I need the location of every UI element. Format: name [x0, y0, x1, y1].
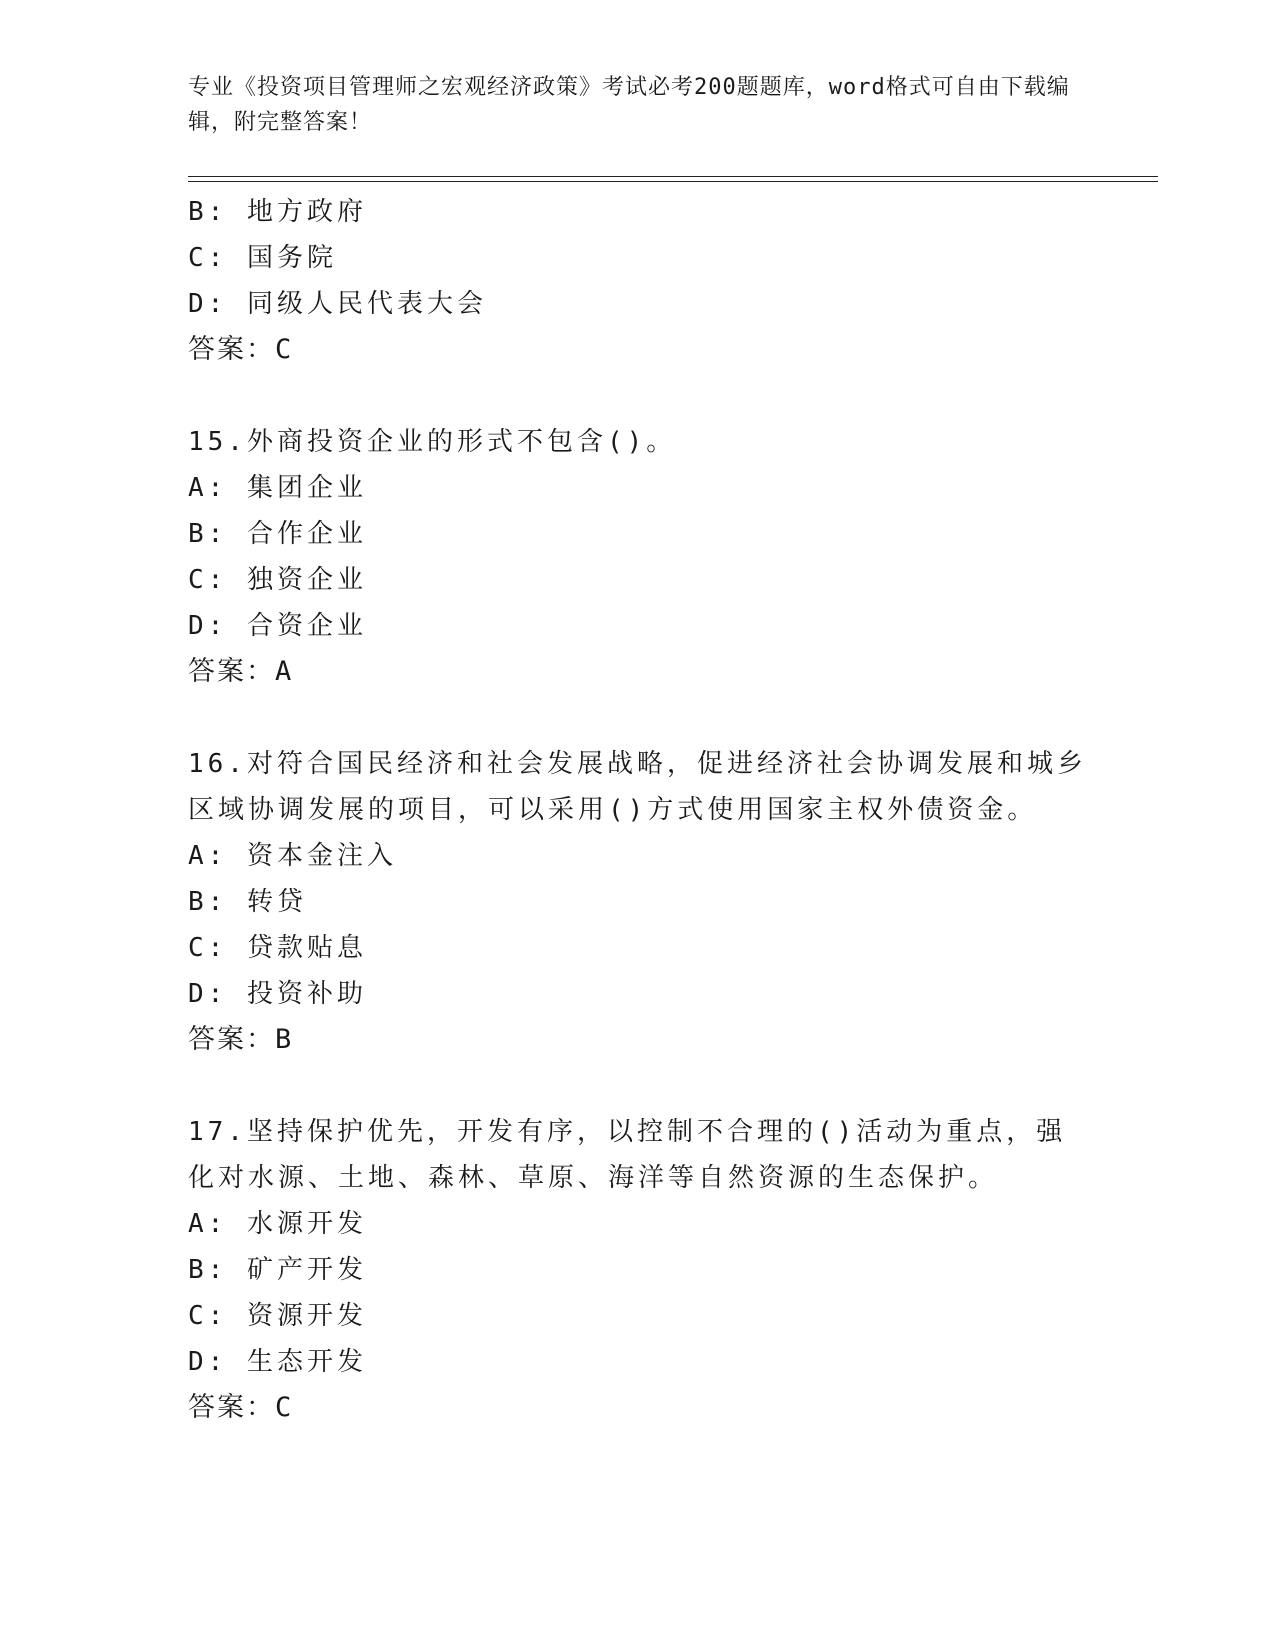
question-stem: 15.外商投资企业的形式不包含()。 [188, 427, 677, 457]
option-a: A: 水源开发 [188, 1209, 367, 1239]
answer-line: 答案：C [188, 1392, 294, 1423]
option-b: B: 矿产开发 [188, 1255, 367, 1285]
option-d: D: 投资补助 [188, 979, 367, 1009]
header-rule-top [188, 176, 1158, 177]
option-d: D: 生态开发 [188, 1347, 367, 1377]
option-c: C: 资源开发 [188, 1301, 367, 1331]
document-header: 专业《投资项目管理师之宏观经济政策》考试必考200题题库，word格式可自由下载编辑，附完整答案！ [188, 75, 1070, 135]
question-block-15 [188, 419, 1108, 695]
option-b: B: 转贷 [188, 887, 307, 917]
question-block-partial [188, 189, 1108, 373]
option-d: D: 合资企业 [188, 611, 367, 641]
option-c: C: 贷款贴息 [188, 933, 367, 963]
answer-line: 答案：C [188, 334, 294, 365]
question-content [188, 189, 1108, 1431]
option-a: A: 集团企业 [188, 473, 367, 503]
question-block-17 [188, 1109, 1108, 1431]
answer-line: 答案：B [188, 1024, 294, 1055]
question-stem: 17.坚持保护优先，开发有序，以控制不合理的()活动为重点，强化对水源、土地、森林、草原、海洋等自然资源的生态保护。 [188, 1117, 1067, 1193]
question-block-16 [188, 741, 1108, 1063]
answer-line: 答案：A [188, 656, 294, 687]
option-a: A: 资本金注入 [188, 841, 397, 871]
question-stem: 16.对符合国民经济和社会发展战略，促进经济社会协调发展和城乡区域协调发展的项目，可以采用()方式使用国家主权外债资金。 [188, 749, 1087, 825]
spacer [188, 1063, 1108, 1109]
spacer [188, 695, 1108, 741]
option-c: C: 国务院 [188, 243, 337, 273]
spacer [188, 373, 1108, 419]
option-b: B: 地方政府 [188, 197, 367, 227]
option-b: B: 合作企业 [188, 519, 367, 549]
header-rule-bottom [188, 181, 1158, 182]
option-d: D: 同级人民代表大会 [188, 289, 487, 319]
option-c: C: 独资企业 [188, 565, 367, 595]
